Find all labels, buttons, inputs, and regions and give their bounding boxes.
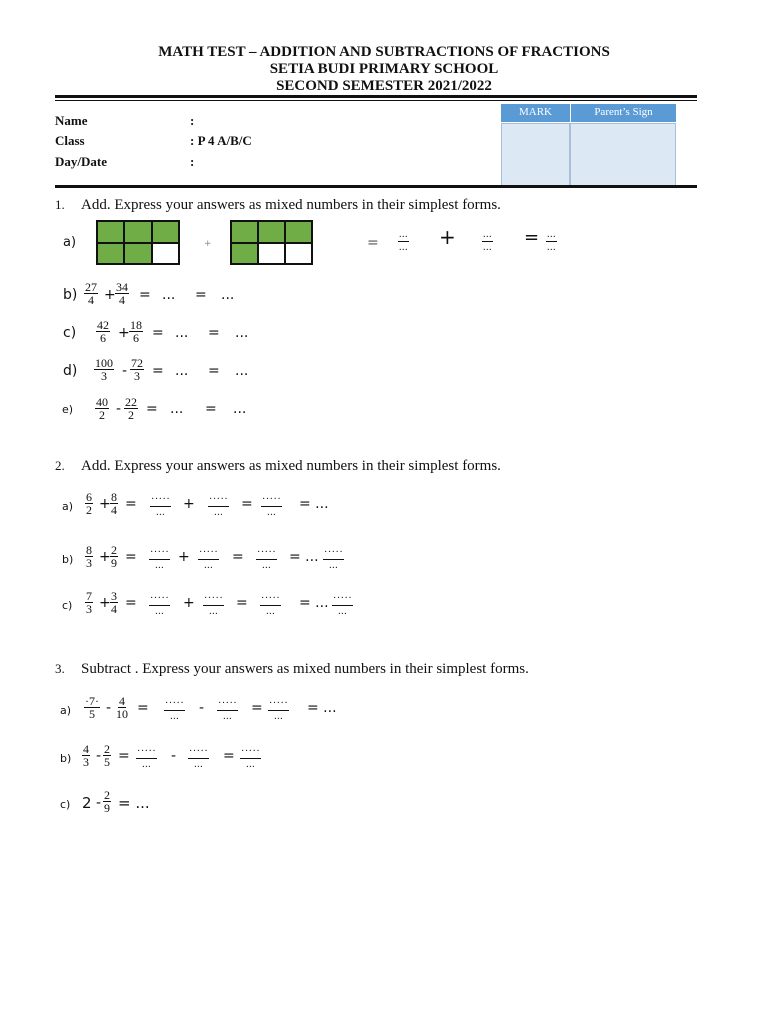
q3-number: 3. bbox=[55, 661, 65, 676]
q2b-fraction-2: 2 9 bbox=[111, 543, 117, 570]
q1b-op: + bbox=[104, 287, 116, 303]
q1b-eq2: = bbox=[195, 287, 207, 303]
q1e-eq1: = bbox=[146, 401, 158, 417]
q3b-blank-1: ····· ... bbox=[137, 746, 157, 770]
q1c-answer-2: ... bbox=[235, 325, 249, 341]
q2a-blank-1: ····· ... bbox=[151, 494, 171, 518]
day-label: Day/Date bbox=[55, 154, 107, 169]
q2-heading bbox=[55, 458, 501, 475]
class-label: Class bbox=[55, 133, 85, 148]
q3a-eq1: = bbox=[137, 700, 149, 716]
name-label: Name bbox=[55, 113, 88, 128]
parent-sign-cell[interactable] bbox=[570, 123, 676, 186]
q2c-fraction-2: 3 4 bbox=[111, 589, 117, 616]
mark-cell[interactable] bbox=[501, 123, 570, 186]
q1c-op: + bbox=[118, 325, 130, 341]
q1c-label: c) bbox=[63, 325, 77, 341]
fraction-grid-1 bbox=[96, 220, 180, 265]
q2c-blank-3: ····· ... bbox=[261, 593, 281, 617]
q2c-label: c) bbox=[62, 599, 73, 612]
q2c-blank-1: ····· ... bbox=[150, 593, 170, 617]
q2b-fraction-1: 8 3 bbox=[86, 543, 92, 570]
q1c-fraction-1: 42 6 bbox=[97, 318, 109, 345]
shaded-cell bbox=[97, 243, 124, 265]
q2b-blank-4: ····· ... bbox=[324, 547, 344, 571]
q1b-fraction-2: 34 4 bbox=[116, 280, 128, 307]
fraction-grid-2 bbox=[230, 220, 313, 265]
q2-instruction: Add. Express your answers as mixed numbers in their simplest forms. bbox=[81, 458, 501, 474]
q1e-fraction-2: 22 2 bbox=[125, 395, 137, 422]
q3b-eq2: = bbox=[223, 748, 235, 764]
q1a-blank-1: ... ... bbox=[399, 229, 408, 253]
q2b-label: b) bbox=[62, 553, 74, 566]
q1a-blank-2: ... ... bbox=[483, 229, 492, 253]
q3-heading bbox=[55, 661, 529, 678]
shaded-cell bbox=[124, 243, 151, 265]
q3b-blank-3: ····· ... bbox=[241, 746, 261, 770]
q2a-op: + bbox=[99, 496, 111, 512]
q2a-fraction-1: 6 2 bbox=[86, 490, 92, 517]
q1d-label: d) bbox=[63, 363, 78, 379]
test-title: MATH TEST – ADDITION AND SUBTRACTIONS OF FRACTIONS bbox=[158, 44, 610, 60]
q3b-blank-2: ····· ... bbox=[189, 746, 209, 770]
q1b-label: b) bbox=[63, 287, 78, 303]
q3b-op2: - bbox=[171, 748, 177, 764]
q1c-answer-1: ... bbox=[175, 325, 189, 341]
q3a-blank-2: ····· ... bbox=[218, 698, 238, 722]
q2a-label: a) bbox=[62, 500, 74, 513]
day-value: : bbox=[190, 154, 195, 169]
q2-number: 2. bbox=[55, 458, 65, 473]
q1a-label: a) bbox=[63, 235, 77, 250]
q1e-answer-2: ... bbox=[233, 401, 247, 417]
q1a-plus-small: + bbox=[204, 239, 212, 249]
q2c-fraction-1: 7 3 bbox=[86, 589, 92, 616]
q2b-blank-1: ····· ... bbox=[150, 547, 170, 571]
q2b-eq3: = ... bbox=[289, 549, 319, 565]
q1d-fraction-1: 100 3 bbox=[95, 356, 113, 383]
q3a-blank-1: ····· ... bbox=[165, 698, 185, 722]
q1-heading bbox=[55, 197, 501, 214]
q1c-eq1: = bbox=[152, 325, 164, 341]
empty-cell bbox=[152, 243, 179, 265]
q3c-label: c) bbox=[60, 798, 71, 811]
q1b-eq1: = bbox=[139, 287, 151, 303]
shaded-cell bbox=[124, 221, 151, 243]
q1d-fraction-2: 72 3 bbox=[131, 356, 143, 383]
q3b-fraction-2: 2 5 bbox=[104, 742, 110, 769]
q3b-fraction-1: 4 3 bbox=[83, 742, 89, 769]
q3b-op: - bbox=[96, 748, 102, 764]
q2a-op2: + bbox=[183, 496, 195, 512]
q1a-equals-1: = bbox=[367, 235, 379, 251]
q1a-equals-2: = bbox=[524, 227, 540, 248]
top-rule bbox=[55, 95, 697, 98]
q1d-answer-2: ... bbox=[235, 363, 249, 379]
q3a-label: a) bbox=[60, 704, 72, 717]
q1d-eq2: = bbox=[208, 363, 220, 379]
q2a-fraction-2: 8 4 bbox=[111, 490, 117, 517]
q2a-eq2: = bbox=[241, 496, 253, 512]
q3b-eq1: = bbox=[118, 748, 130, 764]
q1d-answer-1: ... bbox=[175, 363, 189, 379]
q1d-op: - bbox=[122, 363, 128, 379]
q1b-answer-2: ... bbox=[221, 287, 235, 303]
q2b-eq2: = bbox=[232, 549, 244, 565]
q2c-eq3: = ... bbox=[299, 595, 329, 611]
q3a-eq3: = ... bbox=[307, 700, 337, 716]
top-rule-thin bbox=[55, 100, 697, 101]
q2a-blank-2: ····· ... bbox=[209, 494, 229, 518]
q2c-eq1: = bbox=[125, 595, 137, 611]
q3c-op: - bbox=[96, 795, 102, 811]
q1e-label: e) bbox=[62, 403, 74, 416]
q1d-eq1: = bbox=[152, 363, 164, 379]
q3b-label: b) bbox=[60, 752, 72, 765]
class-value: : P 4 A/B/C bbox=[190, 133, 252, 148]
q2b-eq1: = bbox=[125, 549, 137, 565]
school-name: SETIA BUDI PRIMARY SCHOOL bbox=[269, 61, 499, 77]
q3a-fraction-1: ·7· 5 bbox=[85, 694, 99, 721]
q2a-blank-3: ····· ... bbox=[262, 494, 282, 518]
q2c-blank-4: ····· ... bbox=[333, 593, 353, 617]
bottom-rule bbox=[55, 185, 697, 188]
q3c-fraction: 2 9 bbox=[104, 788, 110, 815]
q1b-fraction-1: 27 4 bbox=[85, 280, 97, 307]
q3c-whole: 2 bbox=[82, 794, 92, 812]
shaded-cell bbox=[258, 221, 285, 243]
q3a-eq2: = bbox=[251, 700, 263, 716]
q2b-op: + bbox=[99, 549, 111, 565]
q1e-eq2: = bbox=[205, 401, 217, 417]
q2a-eq3: = ... bbox=[299, 496, 329, 512]
q3a-blank-3: ····· ... bbox=[269, 698, 289, 722]
parent-sign-header: Parent’s Sign bbox=[571, 104, 676, 122]
shaded-cell bbox=[231, 221, 258, 243]
q1-number: 1. bbox=[55, 197, 65, 212]
shaded-cell bbox=[152, 221, 179, 243]
q2c-eq2: = bbox=[236, 595, 248, 611]
q2b-blank-2: ····· ... bbox=[199, 547, 219, 571]
q3-instruction: Subtract . Express your answers as mixed numbers in their simplest forms. bbox=[81, 661, 529, 677]
q1a-plus: + bbox=[439, 225, 456, 249]
mark-header: MARK bbox=[501, 104, 570, 122]
q1-instruction: Add. Express your answers as mixed numbers in their simplest forms. bbox=[81, 197, 501, 213]
q3a-op2: - bbox=[199, 700, 205, 716]
q1e-answer-1: ... bbox=[170, 401, 184, 417]
q1e-fraction-1: 40 2 bbox=[96, 395, 108, 422]
q3a-op: - bbox=[106, 700, 112, 716]
shaded-cell bbox=[285, 221, 312, 243]
empty-cell bbox=[258, 243, 285, 265]
q1c-eq2: = bbox=[208, 325, 220, 341]
q2b-op2: + bbox=[178, 549, 190, 565]
q2c-op: + bbox=[99, 595, 111, 611]
q2c-op2: + bbox=[183, 595, 195, 611]
q3c-eq1: = ... bbox=[118, 794, 150, 812]
shaded-cell bbox=[97, 221, 124, 243]
shaded-cell bbox=[231, 243, 258, 265]
q2b-blank-3: ····· ... bbox=[257, 547, 277, 571]
q1c-fraction-2: 18 6 bbox=[130, 318, 142, 345]
q3a-fraction-2: 4 10 bbox=[116, 694, 128, 721]
empty-cell bbox=[285, 243, 312, 265]
q1a-blank-3: ... ... bbox=[547, 229, 556, 253]
q1b-answer-1: ... bbox=[162, 287, 176, 303]
q1e-op: - bbox=[116, 401, 122, 417]
q2a-eq1: = bbox=[125, 496, 137, 512]
name-value: : bbox=[190, 113, 195, 128]
semester: SECOND SEMESTER 2021/2022 bbox=[276, 78, 492, 94]
q2c-blank-2: ····· ... bbox=[204, 593, 224, 617]
